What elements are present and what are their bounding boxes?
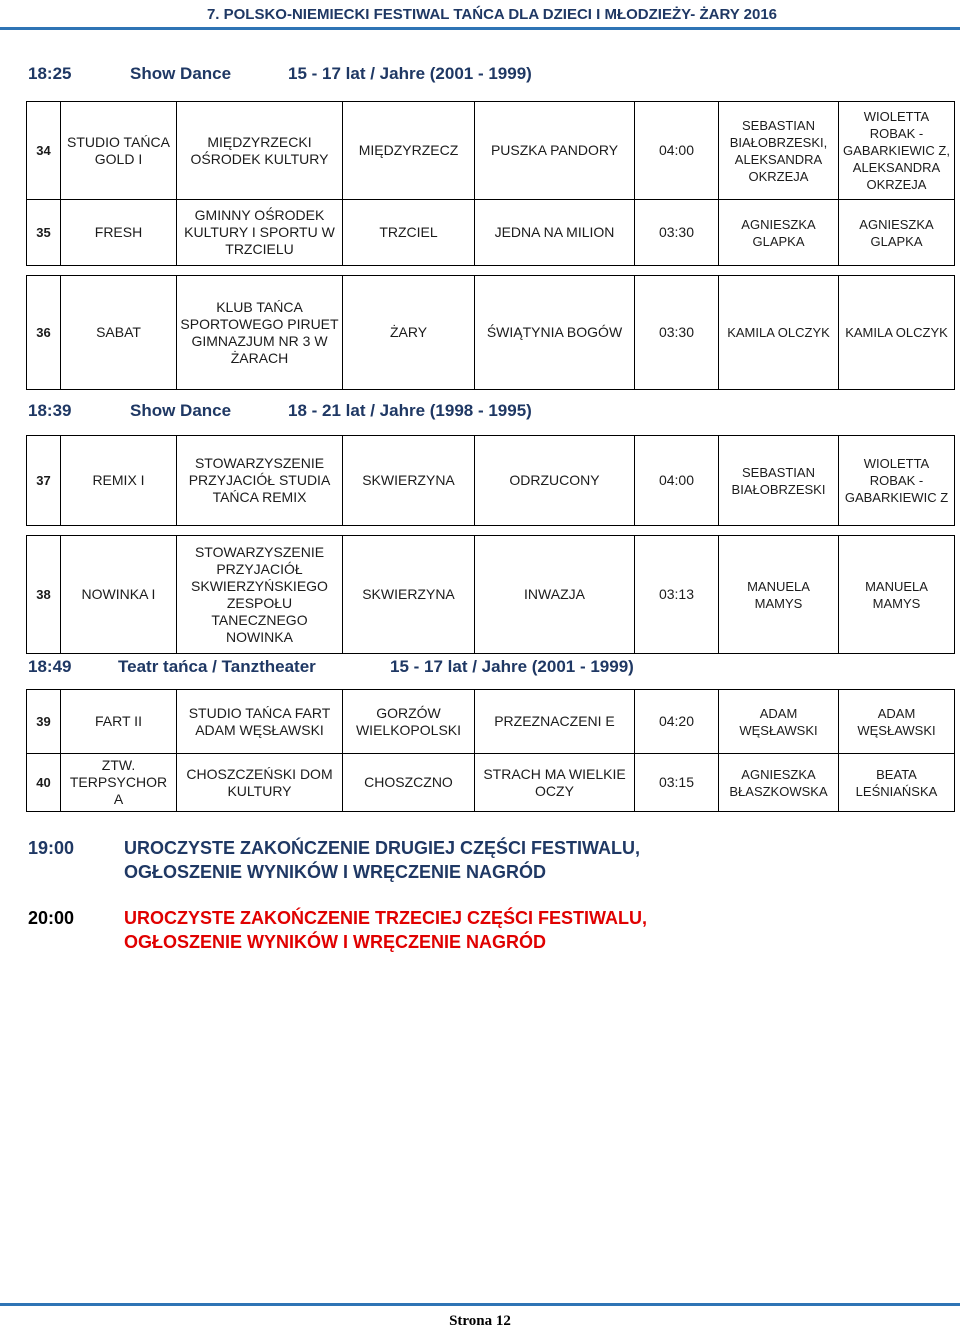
table-row bbox=[27, 200, 955, 266]
header-divider bbox=[0, 27, 960, 30]
duration: 04:20 bbox=[635, 690, 719, 754]
instructor: WIOLETTA ROBAK - GABARKIEWIC Z bbox=[839, 436, 955, 526]
closing-announcement bbox=[28, 836, 640, 884]
institution: GMINNY OŚRODEK KULTURY I SPORTU W TRZCIELU bbox=[177, 200, 343, 266]
choreographer: SEBASTIAN BIAŁOBRZESKI bbox=[719, 436, 839, 526]
choreographer: MANUELA MAMYS bbox=[719, 536, 839, 654]
performance-title: JEDNA NA MILION bbox=[475, 200, 635, 266]
group-name: FRESH bbox=[61, 200, 177, 266]
schedule-table bbox=[26, 689, 955, 812]
city: SKWIERZYNA bbox=[343, 436, 475, 526]
page-header bbox=[0, 0, 960, 28]
institution: MIĘDZYRZECKI OŚRODEK KULTURY bbox=[177, 102, 343, 200]
section-age: 15 - 17 lat / Jahre (2001 - 1999) bbox=[288, 64, 532, 83]
instructor: WIOLETTA ROBAK - GABARKIEWIC Z, ALEKSANDRA OKRZEJA bbox=[839, 102, 955, 200]
instructor: AGNIESZKA GLAPKA bbox=[839, 200, 955, 266]
page-footer bbox=[0, 1309, 960, 1333]
section-title bbox=[28, 64, 532, 84]
closing-line: OGŁOSZENIE WYNIKÓW I WRĘCZENIE NAGRÓD bbox=[124, 932, 546, 952]
closing-line: OGŁOSZENIE WYNIKÓW I WRĘCZENIE NAGRÓD bbox=[124, 862, 546, 882]
performance-title: INWAZJA bbox=[475, 536, 635, 654]
choreographer: ADAM WĘSŁAWSKI bbox=[719, 690, 839, 754]
choreographer: SEBASTIAN BIAŁOBRZESKI, ALEKSANDRA OKRZEJA bbox=[719, 102, 839, 200]
table-spacer-row bbox=[27, 266, 955, 276]
table-row bbox=[27, 536, 955, 654]
institution: CHOSZCZEŃSKI DOM KULTURY bbox=[177, 754, 343, 812]
city: TRZCIEL bbox=[343, 200, 475, 266]
section-title bbox=[28, 401, 532, 421]
city: CHOSZCZNO bbox=[343, 754, 475, 812]
duration: 03:13 bbox=[635, 536, 719, 654]
schedule-table bbox=[26, 435, 955, 654]
duration: 03:15 bbox=[635, 754, 719, 812]
performance-title: ŚWIĄTYNIA BOGÓW bbox=[475, 276, 635, 390]
section-title bbox=[28, 657, 634, 677]
instructor: MANUELA MAMYS bbox=[839, 536, 955, 654]
table-row bbox=[27, 276, 955, 390]
schedule-table bbox=[26, 101, 955, 390]
city: SKWIERZYNA bbox=[343, 536, 475, 654]
city: ŻARY bbox=[343, 276, 475, 390]
performance-title: ODRZUCONY bbox=[475, 436, 635, 526]
section-category: Show Dance bbox=[130, 64, 232, 83]
section-category: Show Dance bbox=[130, 401, 232, 420]
performance-title: STRACH MA WIELKIE OCZY bbox=[475, 754, 635, 812]
performance-title: PRZEZNACZENI E bbox=[475, 690, 635, 754]
section-category: Teatr tańca / Tanztheater bbox=[118, 657, 316, 676]
table-row bbox=[27, 436, 955, 526]
city: GORZÓW WIELKOPOLSKI bbox=[343, 690, 475, 754]
duration: 03:30 bbox=[635, 276, 719, 390]
group-name: SABAT bbox=[61, 276, 177, 390]
table-row bbox=[27, 754, 955, 812]
table-row bbox=[27, 102, 955, 200]
entry-number: 34 bbox=[27, 102, 61, 200]
group-name: REMIX I bbox=[61, 436, 177, 526]
page-number: Strona 12 bbox=[449, 1312, 511, 1329]
closing-line: UROCZYSTE ZAKOŃCZENIE DRUGIEJ CZĘŚCI FESTIWALU, bbox=[124, 838, 641, 858]
performance-title: PUSZKA PANDORY bbox=[475, 102, 635, 200]
section-time: 18:39 bbox=[28, 401, 72, 420]
city: MIĘDZYRZECZ bbox=[343, 102, 475, 200]
table-row bbox=[27, 690, 955, 754]
section-time: 18:49 bbox=[28, 657, 72, 676]
choreographer: AGNIESZKA BŁASZKOWSKA bbox=[719, 754, 839, 812]
institution: KLUB TAŃCA SPORTOWEGO PIRUET GIMNAZJUM NR 3 W ŻARACH bbox=[177, 276, 343, 390]
entry-number: 36 bbox=[27, 276, 61, 390]
table-spacer-row bbox=[27, 526, 955, 536]
group-name: STUDIO TAŃCA GOLD I bbox=[61, 102, 177, 200]
institution: STUDIO TAŃCA FART ADAM WĘSŁAWSKI bbox=[177, 690, 343, 754]
duration: 03:30 bbox=[635, 200, 719, 266]
footer-divider bbox=[0, 1303, 960, 1306]
instructor: KAMILA OLCZYK bbox=[839, 276, 955, 390]
festival-title: 7. POLSKO-NIEMIECKI FESTIWAL TAŃCA DLA DZIECI I MŁODZIEŻY- ŻARY 2016 bbox=[206, 5, 777, 23]
choreographer: KAMILA OLCZYK bbox=[719, 276, 839, 390]
closing-time: 20:00 bbox=[28, 908, 75, 928]
section-time: 18:25 bbox=[28, 64, 72, 83]
instructor: ADAM WĘSŁAWSKI bbox=[839, 690, 955, 754]
group-name: FART II bbox=[61, 690, 177, 754]
group-name: NOWINKA I bbox=[61, 536, 177, 654]
closing-announcement bbox=[28, 906, 647, 954]
group-name: ZTW. TERPSYCHOR A bbox=[61, 754, 177, 812]
entry-number: 39 bbox=[27, 690, 61, 754]
entry-number: 40 bbox=[27, 754, 61, 812]
institution: STOWARZYSZENIE PRZYJACIÓŁ SKWIERZYŃSKIEGO ZESPOŁU TANECZNEGO NOWINKA bbox=[177, 536, 343, 654]
duration: 04:00 bbox=[635, 102, 719, 200]
section-age: 15 - 17 lat / Jahre (2001 - 1999) bbox=[390, 657, 634, 676]
section-age: 18 - 21 lat / Jahre (1998 - 1995) bbox=[288, 401, 532, 420]
entry-number: 35 bbox=[27, 200, 61, 266]
closing-time: 19:00 bbox=[28, 838, 75, 858]
institution: STOWARZYSZENIE PRZYJACIÓŁ STUDIA TAŃCA REMIX bbox=[177, 436, 343, 526]
closing-line: UROCZYSTE ZAKOŃCZENIE TRZECIEJ CZĘŚCI FESTIWALU, bbox=[124, 908, 648, 928]
choreographer: AGNIESZKA GLAPKA bbox=[719, 200, 839, 266]
entry-number: 38 bbox=[27, 536, 61, 654]
instructor: BEATA LEŚNIAŃSKA bbox=[839, 754, 955, 812]
entry-number: 37 bbox=[27, 436, 61, 526]
duration: 04:00 bbox=[635, 436, 719, 526]
